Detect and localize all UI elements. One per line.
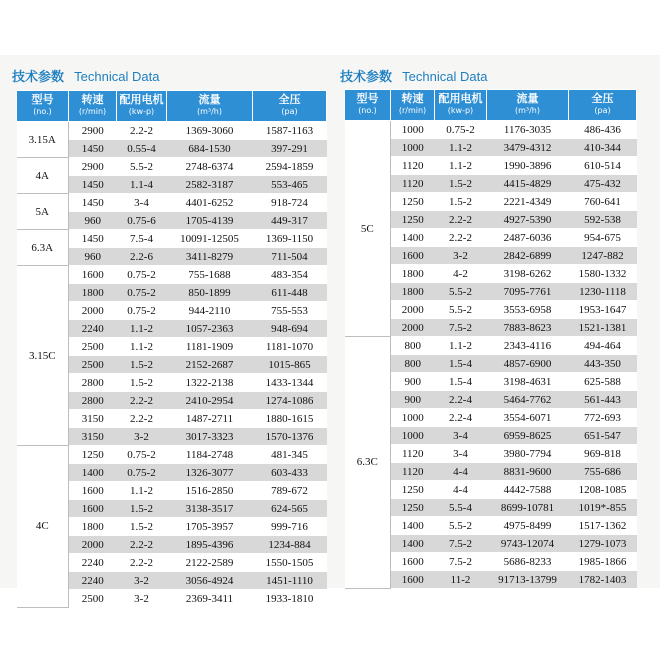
motor-cell: 2.2-2 bbox=[117, 122, 167, 140]
flow-cell: 7095-7761 bbox=[487, 283, 569, 301]
pressure-cell: 610-514 bbox=[569, 157, 637, 175]
flow-cell: 3017-3323 bbox=[167, 428, 253, 446]
flow-cell: 8831-9600 bbox=[487, 463, 569, 481]
pressure-cell: 789-672 bbox=[253, 482, 327, 500]
pressure-cell: 1517-1362 bbox=[569, 517, 637, 535]
motor-cell: 7.5-2 bbox=[435, 553, 487, 571]
pressure-cell: 1953-1647 bbox=[569, 301, 637, 319]
flow-cell: 755-1688 bbox=[167, 266, 253, 284]
speed-cell: 1800 bbox=[391, 283, 435, 301]
motor-cell: 7.5-4 bbox=[117, 230, 167, 248]
pressure-cell: 755-553 bbox=[253, 302, 327, 320]
speed-cell: 2000 bbox=[391, 319, 435, 337]
motor-cell: 3-2 bbox=[117, 590, 167, 608]
flow-cell: 2842-6899 bbox=[487, 247, 569, 265]
heading-cn: 技术参数 bbox=[12, 70, 65, 85]
speed-cell: 1600 bbox=[69, 482, 117, 500]
pressure-cell: 954-675 bbox=[569, 229, 637, 247]
flow-cell: 91713-13799 bbox=[487, 571, 569, 589]
speed-cell: 1800 bbox=[69, 518, 117, 536]
pressure-cell: 410-344 bbox=[569, 139, 637, 157]
flow-cell: 2487-6036 bbox=[487, 229, 569, 247]
table-row bbox=[17, 266, 327, 284]
motor-cell: 2.2-4 bbox=[435, 409, 487, 427]
flow-cell: 1181-1909 bbox=[167, 338, 253, 356]
flow-cell: 2582-3187 bbox=[167, 176, 253, 194]
pressure-cell: 1279-1073 bbox=[569, 535, 637, 553]
model-cell: 3.15A bbox=[17, 122, 69, 158]
pressure-cell: 1521-1381 bbox=[569, 319, 637, 337]
speed-cell: 3150 bbox=[69, 428, 117, 446]
pressure-cell: 760-641 bbox=[569, 193, 637, 211]
speed-cell: 2800 bbox=[69, 392, 117, 410]
pressure-cell: 1019*-855 bbox=[569, 499, 637, 517]
flow-cell: 2748-6374 bbox=[167, 158, 253, 176]
pressure-cell: 625-588 bbox=[569, 373, 637, 391]
pressure-cell: 624-565 bbox=[253, 500, 327, 518]
speed-cell: 3150 bbox=[69, 410, 117, 428]
pressure-cell: 711-504 bbox=[253, 248, 327, 266]
motor-cell: 5.5-2 bbox=[435, 283, 487, 301]
pressure-cell: 918-724 bbox=[253, 194, 327, 212]
pressure-cell: 397-291 bbox=[253, 140, 327, 158]
speed-cell: 1600 bbox=[391, 553, 435, 571]
flow-cell: 1705-3957 bbox=[167, 518, 253, 536]
speed-cell: 1450 bbox=[69, 176, 117, 194]
header-pressure: 全压 (pa) bbox=[253, 91, 327, 122]
spec-table-left bbox=[16, 90, 327, 608]
flow-cell: 3198-4631 bbox=[487, 373, 569, 391]
model-cell: 5C bbox=[345, 121, 391, 337]
pressure-cell: 1433-1344 bbox=[253, 374, 327, 392]
motor-cell: 1.1-2 bbox=[117, 320, 167, 338]
motor-cell: 2.2-2 bbox=[435, 229, 487, 247]
flow-cell: 2410-2954 bbox=[167, 392, 253, 410]
table-row bbox=[17, 194, 327, 212]
pressure-cell: 481-345 bbox=[253, 446, 327, 464]
speed-cell: 1000 bbox=[391, 121, 435, 139]
motor-cell: 1.1-2 bbox=[117, 338, 167, 356]
speed-cell: 2900 bbox=[69, 158, 117, 176]
speed-cell: 2000 bbox=[69, 536, 117, 554]
motor-cell: 11-2 bbox=[435, 571, 487, 589]
flow-cell: 944-2110 bbox=[167, 302, 253, 320]
flow-cell: 10091-12505 bbox=[167, 230, 253, 248]
motor-cell: 1.1-2 bbox=[435, 157, 487, 175]
speed-cell: 1000 bbox=[391, 139, 435, 157]
model-cell: 6.3A bbox=[17, 230, 69, 266]
speed-cell: 1600 bbox=[391, 247, 435, 265]
flow-cell: 1895-4396 bbox=[167, 536, 253, 554]
motor-cell: 1.5-2 bbox=[435, 193, 487, 211]
motor-cell: 2.2-2 bbox=[117, 410, 167, 428]
pressure-cell: 1230-1118 bbox=[569, 283, 637, 301]
pressure-cell: 1782-1403 bbox=[569, 571, 637, 589]
motor-cell: 3-2 bbox=[117, 428, 167, 446]
motor-cell: 5.5-4 bbox=[435, 499, 487, 517]
pressure-cell: 1985-1866 bbox=[569, 553, 637, 571]
motor-cell: 1.5-4 bbox=[435, 355, 487, 373]
section-heading-left bbox=[12, 66, 159, 85]
heading-en: Technical Data bbox=[402, 69, 488, 84]
speed-cell: 1800 bbox=[69, 284, 117, 302]
flow-cell: 1705-4139 bbox=[167, 212, 253, 230]
pressure-cell: 561-443 bbox=[569, 391, 637, 409]
pressure-cell: 475-432 bbox=[569, 175, 637, 193]
table-row bbox=[17, 230, 327, 248]
speed-cell: 1000 bbox=[391, 427, 435, 445]
pressure-cell: 592-538 bbox=[569, 211, 637, 229]
flow-cell: 8699-10781 bbox=[487, 499, 569, 517]
flow-cell: 3479-4312 bbox=[487, 139, 569, 157]
motor-cell: 1.1-2 bbox=[435, 139, 487, 157]
speed-cell: 2000 bbox=[69, 302, 117, 320]
motor-cell: 2.2-2 bbox=[117, 554, 167, 572]
motor-cell: 1.1-2 bbox=[117, 482, 167, 500]
speed-cell: 1120 bbox=[391, 445, 435, 463]
motor-cell: 2.2-6 bbox=[117, 248, 167, 266]
flow-cell: 3980-7794 bbox=[487, 445, 569, 463]
motor-cell: 4-4 bbox=[435, 463, 487, 481]
flow-cell: 4927-5390 bbox=[487, 211, 569, 229]
flow-cell: 1176-3035 bbox=[487, 121, 569, 139]
flow-cell: 1990-3896 bbox=[487, 157, 569, 175]
flow-cell: 1516-2850 bbox=[167, 482, 253, 500]
motor-cell: 2.2-2 bbox=[117, 392, 167, 410]
flow-cell: 3138-3517 bbox=[167, 500, 253, 518]
spec-table-right bbox=[344, 89, 637, 589]
header-flow: 流量 (m³/h) bbox=[487, 90, 569, 121]
pressure-cell: 1933-1810 bbox=[253, 590, 327, 608]
motor-cell: 0.75-6 bbox=[117, 212, 167, 230]
motor-cell: 0.75-2 bbox=[117, 446, 167, 464]
pressure-cell: 483-354 bbox=[253, 266, 327, 284]
pressure-cell: 1181-1070 bbox=[253, 338, 327, 356]
model-cell: 3.15C bbox=[17, 266, 69, 446]
section-heading-right bbox=[340, 66, 487, 85]
motor-cell: 1.1-4 bbox=[117, 176, 167, 194]
speed-cell: 900 bbox=[391, 391, 435, 409]
motor-cell: 3-2 bbox=[435, 247, 487, 265]
flow-cell: 2152-2687 bbox=[167, 356, 253, 374]
motor-cell: 0.75-2 bbox=[117, 302, 167, 320]
flow-cell: 1326-3077 bbox=[167, 464, 253, 482]
speed-cell: 1450 bbox=[69, 194, 117, 212]
pressure-cell: 611-448 bbox=[253, 284, 327, 302]
flow-cell: 1057-2363 bbox=[167, 320, 253, 338]
speed-cell: 1250 bbox=[391, 193, 435, 211]
pressure-cell: 1369-1150 bbox=[253, 230, 327, 248]
speed-cell: 2900 bbox=[69, 122, 117, 140]
flow-cell: 3056-4924 bbox=[167, 572, 253, 590]
pressure-cell: 1587-1163 bbox=[253, 122, 327, 140]
motor-cell: 1.5-2 bbox=[117, 374, 167, 392]
flow-cell: 4401-6252 bbox=[167, 194, 253, 212]
flow-cell: 3198-6262 bbox=[487, 265, 569, 283]
motor-cell: 1.5-2 bbox=[117, 518, 167, 536]
header-motor: 配用电机 (kw-p) bbox=[435, 90, 487, 121]
motor-cell: 2.2-4 bbox=[435, 391, 487, 409]
model-cell: 4A bbox=[17, 158, 69, 194]
motor-cell: 4-4 bbox=[435, 481, 487, 499]
speed-cell: 2500 bbox=[69, 590, 117, 608]
speed-cell: 960 bbox=[69, 248, 117, 266]
header-pressure: 全压 (pa) bbox=[569, 90, 637, 121]
flow-cell: 5464-7762 bbox=[487, 391, 569, 409]
pressure-cell: 1274-1086 bbox=[253, 392, 327, 410]
pressure-cell: 449-317 bbox=[253, 212, 327, 230]
speed-cell: 2800 bbox=[69, 374, 117, 392]
flow-cell: 2122-2589 bbox=[167, 554, 253, 572]
flow-cell: 3411-8279 bbox=[167, 248, 253, 266]
motor-cell: 7.5-2 bbox=[435, 535, 487, 553]
pressure-cell: 1580-1332 bbox=[569, 265, 637, 283]
speed-cell: 960 bbox=[69, 212, 117, 230]
speed-cell: 1450 bbox=[69, 140, 117, 158]
motor-cell: 3-2 bbox=[117, 572, 167, 590]
table-row bbox=[345, 337, 637, 355]
speed-cell: 2240 bbox=[69, 554, 117, 572]
motor-cell: 5.5-2 bbox=[117, 158, 167, 176]
pressure-cell: 1208-1085 bbox=[569, 481, 637, 499]
header-speed: 转速 (r/min) bbox=[391, 90, 435, 121]
flow-cell: 5686-8233 bbox=[487, 553, 569, 571]
pressure-cell: 1570-1376 bbox=[253, 428, 327, 446]
speed-cell: 1250 bbox=[391, 211, 435, 229]
speed-cell: 900 bbox=[391, 373, 435, 391]
flow-cell: 850-1899 bbox=[167, 284, 253, 302]
table-row bbox=[17, 446, 327, 464]
motor-cell: 3-4 bbox=[435, 445, 487, 463]
speed-cell: 1000 bbox=[391, 409, 435, 427]
header-flow: 流量 (m³/h) bbox=[167, 91, 253, 122]
motor-cell: 1.5-2 bbox=[117, 500, 167, 518]
motor-cell: 1.1-2 bbox=[435, 337, 487, 355]
flow-cell: 4415-4829 bbox=[487, 175, 569, 193]
pressure-cell: 948-694 bbox=[253, 320, 327, 338]
pressure-cell: 2594-1859 bbox=[253, 158, 327, 176]
speed-cell: 1250 bbox=[391, 481, 435, 499]
header-speed: 转速 (r/min) bbox=[69, 91, 117, 122]
pressure-cell: 443-350 bbox=[569, 355, 637, 373]
flow-cell: 6959-8625 bbox=[487, 427, 569, 445]
motor-cell: 0.75-2 bbox=[117, 284, 167, 302]
flow-cell: 684-1530 bbox=[167, 140, 253, 158]
pressure-cell: 969-818 bbox=[569, 445, 637, 463]
flow-cell: 1487-2711 bbox=[167, 410, 253, 428]
flow-cell: 7883-8623 bbox=[487, 319, 569, 337]
model-cell: 4C bbox=[17, 446, 69, 608]
motor-cell: 1.5-2 bbox=[117, 356, 167, 374]
table-header bbox=[345, 90, 637, 121]
flow-cell: 3554-6071 bbox=[487, 409, 569, 427]
motor-cell: 0.55-4 bbox=[117, 140, 167, 158]
speed-cell: 1400 bbox=[391, 517, 435, 535]
speed-cell: 2240 bbox=[69, 572, 117, 590]
motor-cell: 1.5-4 bbox=[435, 373, 487, 391]
pressure-cell: 1550-1505 bbox=[253, 554, 327, 572]
speed-cell: 1120 bbox=[391, 175, 435, 193]
pressure-cell: 999-716 bbox=[253, 518, 327, 536]
flow-cell: 1322-2138 bbox=[167, 374, 253, 392]
speed-cell: 1250 bbox=[69, 446, 117, 464]
motor-cell: 1.5-2 bbox=[435, 175, 487, 193]
pressure-cell: 651-547 bbox=[569, 427, 637, 445]
pressure-cell: 486-436 bbox=[569, 121, 637, 139]
motor-cell: 0.75-2 bbox=[117, 266, 167, 284]
flow-cell: 2369-3411 bbox=[167, 590, 253, 608]
speed-cell: 1450 bbox=[69, 230, 117, 248]
motor-cell: 7.5-2 bbox=[435, 319, 487, 337]
flow-cell: 2343-4116 bbox=[487, 337, 569, 355]
pressure-cell: 553-465 bbox=[253, 176, 327, 194]
motor-cell: 4-2 bbox=[435, 265, 487, 283]
speed-cell: 2000 bbox=[391, 301, 435, 319]
speed-cell: 1400 bbox=[391, 229, 435, 247]
heading-en: Technical Data bbox=[74, 69, 160, 84]
speed-cell: 1600 bbox=[391, 571, 435, 589]
pressure-cell: 1451-1110 bbox=[253, 572, 327, 590]
table-row bbox=[345, 121, 637, 139]
flow-cell: 4975-8499 bbox=[487, 517, 569, 535]
table-row bbox=[17, 158, 327, 176]
speed-cell: 1400 bbox=[69, 464, 117, 482]
speed-cell: 1120 bbox=[391, 157, 435, 175]
speed-cell: 2240 bbox=[69, 320, 117, 338]
pressure-cell: 1880-1615 bbox=[253, 410, 327, 428]
motor-cell: 2.2-2 bbox=[117, 536, 167, 554]
speed-cell: 800 bbox=[391, 355, 435, 373]
header-model: 型号 (no.) bbox=[345, 90, 391, 121]
motor-cell: 0.75-2 bbox=[435, 121, 487, 139]
model-cell: 6.3C bbox=[345, 337, 391, 589]
flow-cell: 2221-4349 bbox=[487, 193, 569, 211]
speed-cell: 2500 bbox=[69, 356, 117, 374]
speed-cell: 1400 bbox=[391, 535, 435, 553]
pressure-cell: 772-693 bbox=[569, 409, 637, 427]
speed-cell: 1120 bbox=[391, 463, 435, 481]
header-model: 型号 (no.) bbox=[17, 91, 69, 122]
pressure-cell: 1234-884 bbox=[253, 536, 327, 554]
speed-cell: 800 bbox=[391, 337, 435, 355]
speed-cell: 1800 bbox=[391, 265, 435, 283]
motor-cell: 3-4 bbox=[435, 427, 487, 445]
pressure-cell: 1015-865 bbox=[253, 356, 327, 374]
flow-cell: 3553-6958 bbox=[487, 301, 569, 319]
pressure-cell: 494-464 bbox=[569, 337, 637, 355]
flow-cell: 1184-2748 bbox=[167, 446, 253, 464]
heading-cn: 技术参数 bbox=[340, 70, 393, 85]
motor-cell: 5.5-2 bbox=[435, 301, 487, 319]
flow-cell: 4442-7588 bbox=[487, 481, 569, 499]
motor-cell: 3-4 bbox=[117, 194, 167, 212]
table-body bbox=[345, 121, 637, 589]
motor-cell: 0.75-2 bbox=[117, 464, 167, 482]
speed-cell: 1600 bbox=[69, 500, 117, 518]
pressure-cell: 603-433 bbox=[253, 464, 327, 482]
flow-cell: 4857-6900 bbox=[487, 355, 569, 373]
table-body bbox=[17, 122, 327, 608]
speed-cell: 2500 bbox=[69, 338, 117, 356]
motor-cell: 5.5-2 bbox=[435, 517, 487, 535]
flow-cell: 9743-12074 bbox=[487, 535, 569, 553]
flow-cell: 1369-3060 bbox=[167, 122, 253, 140]
header-motor: 配用电机 (kw-p) bbox=[117, 91, 167, 122]
motor-cell: 2.2-2 bbox=[435, 211, 487, 229]
pressure-cell: 1247-882 bbox=[569, 247, 637, 265]
speed-cell: 1600 bbox=[69, 266, 117, 284]
table-row bbox=[17, 122, 327, 140]
speed-cell: 1250 bbox=[391, 499, 435, 517]
model-cell: 5A bbox=[17, 194, 69, 230]
table-header bbox=[17, 91, 327, 122]
pressure-cell: 755-686 bbox=[569, 463, 637, 481]
